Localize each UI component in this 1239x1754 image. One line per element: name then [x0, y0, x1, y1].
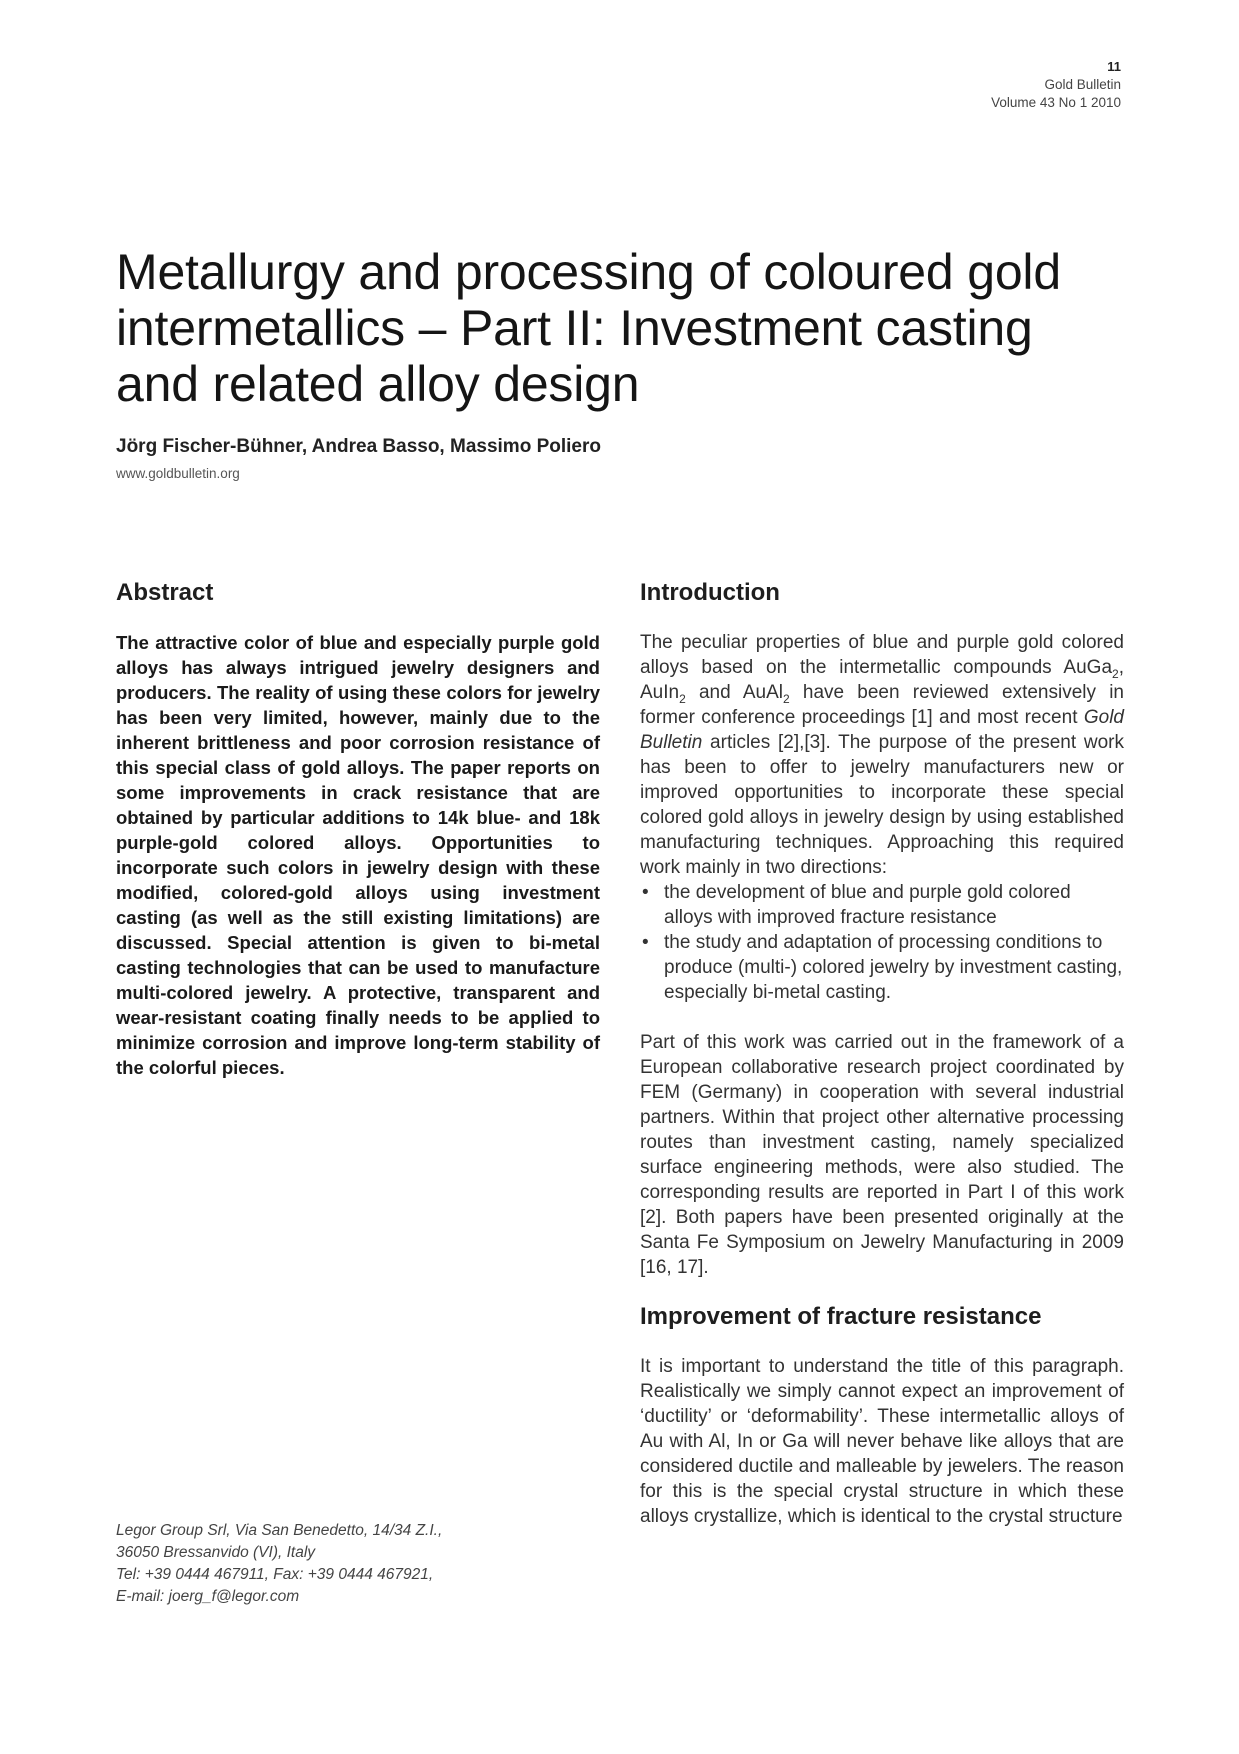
- author-affiliation: [116, 1520, 536, 1608]
- running-header: [991, 58, 1121, 112]
- abstract-text: The attractive color of blue and especially purple gold alloys has always intrigued jewelry designers and producers. The reality of using these colors for jewelry has been very limited, however, mainly due to the inherent brittleness and poor corrosion resistance of this special class of gold alloys. The paper reports on some improvements in crack resistance that are obtained by particular additions to 14k blue- and 18k purple-gold colored alloys. Opportunities to incorporate such colors in jewelry design with these modified, colored-gold alloys using investment casting (as well as the still existing limitations) are discussed. Special attention is given to bi-metal casting technologies that can be used to manufacture multi-colored jewelry. A protective, transparent and wear-resistant coating finally needs to be applied to minimize corrosion and improve long-term stability of the colorful pieces.: [116, 632, 600, 1078]
- list-item: • the development of blue and purple gold colored alloys with improved fracture resistance: [642, 882, 1071, 928]
- fracture-paragraph-1: It is important to understand the title of this paragraph. Realistically we simply cannot expect an improvement of ‘ductility’ or ‘deformability’. These intermetallic alloys of Au with Al, In or Ga will never behave like alloys that are considered ductile and malleable by jewelers. The reason for this is the special crystal structure in which these alloys crystallize, which is identical to the crystal structure: [640, 1356, 1124, 1527]
- journal-name: Gold Bulletin: [1044, 77, 1121, 92]
- affiliation-line: 36050 Bressanvido (VI), Italy: [116, 1544, 316, 1561]
- affiliation-line: Legor Group Srl, Via San Benedetto, 14/34 Z.I.,: [116, 1522, 443, 1539]
- introduction-paragraph-2: Part of this work was carried out in the framework of a European collaborative research project coordinated by FEM (Germany) in cooperation with several industrial partners. Within that project other alternative processing routes than investment casting, namely specialized surface engineering methods, were also studied. The corresponding results are reported in Part I of this work [2]. Both papers have been presented originally at the Santa Fe Symposium on Jewelry Manufacturing in 2009 [16, 17].: [640, 1032, 1124, 1278]
- bullet-icon: •: [642, 932, 649, 953]
- introduction-heading: Introduction: [640, 579, 780, 606]
- abstract-heading: Abstract: [116, 579, 214, 606]
- article-title: Metallurgy and processing of coloured gold intermetallics – Part II: Investment casting and related alloy design: [116, 244, 1061, 412]
- journal-website: www.goldbulletin.org: [116, 466, 240, 481]
- affiliation-email: E-mail: joerg_f@legor.com: [116, 1588, 300, 1605]
- fracture-resistance-heading: Improvement of fracture resistance: [640, 1303, 1042, 1330]
- left-column: [116, 578, 600, 1080]
- bullet-icon: •: [642, 882, 649, 903]
- introduction-paragraph-1: The peculiar properties of blue and purple gold colored alloys based on the intermetallic compounds AuGa$_2$, AuIn$_2$ and AuAl$_2$ have been reviewed extensively in former conference proceedings [1] and most recent Gold Bulletin articles [2],[3]. The purpose of the present work has been to offer to jewelry manufacturers new or improved opportunities to incorporate these special colored gold alloys in jewelry design by using established manufacturing techniques. Approaching this required work mainly in two directions:: [640, 632, 1124, 878]
- research-directions-list: [640, 880, 1124, 1005]
- affiliation-line: Tel: +39 0444 467911, Fax: +39 0444 467921,: [116, 1566, 434, 1583]
- author-list: Jörg Fischer-Bühner, Andrea Basso, Massimo Poliero: [116, 436, 601, 457]
- list-item: • the study and adaptation of processing conditions to produce (multi-) colored jewelry by investment casting, especially bi-metal casting.: [642, 932, 1123, 1003]
- volume-issue-year: Volume 43 No 1 2010: [991, 95, 1121, 110]
- page-number: 11: [1107, 59, 1121, 74]
- right-column: [640, 578, 1124, 1529]
